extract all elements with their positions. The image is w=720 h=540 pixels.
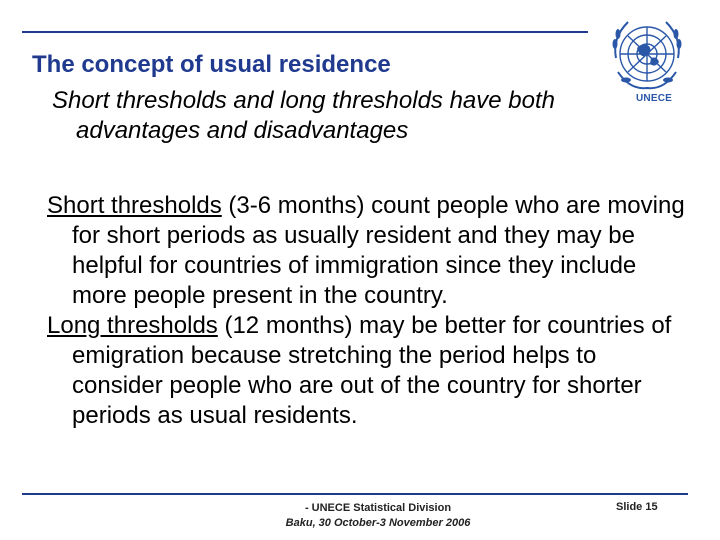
slide-subtitle: Short thresholds and long thresholds have both advantages and disadvantages [52,87,556,144]
footer-organization: - UNECE Statistical Division [304,502,452,514]
body-content [47,191,687,431]
bottom-divider [22,493,688,495]
paragraph-text: (12 months) may be better for countries of emigration because stretching the period helps to consider people who are out of the country for shorter periods as usual residents. [72,312,672,429]
footer [258,501,498,531]
paragraph-text: (3-6 months) count people who are moving for short periods as usually resident and they may be helpful for countries of immigration since they include more people present in the country. [72,192,685,309]
footer-event: Baku, 30 October-3 November 2006 [285,517,471,529]
logo-text: UNECE [636,93,673,104]
slide-title: The concept of usual residence [32,51,391,78]
slide-number: Slide 15 [616,501,658,513]
term-long-thresholds: Long thresholds [47,312,218,339]
term-short-thresholds: Short thresholds [47,192,222,219]
top-divider [22,31,588,33]
paragraph-short-thresholds [47,191,687,311]
paragraph-long-thresholds [47,311,687,431]
